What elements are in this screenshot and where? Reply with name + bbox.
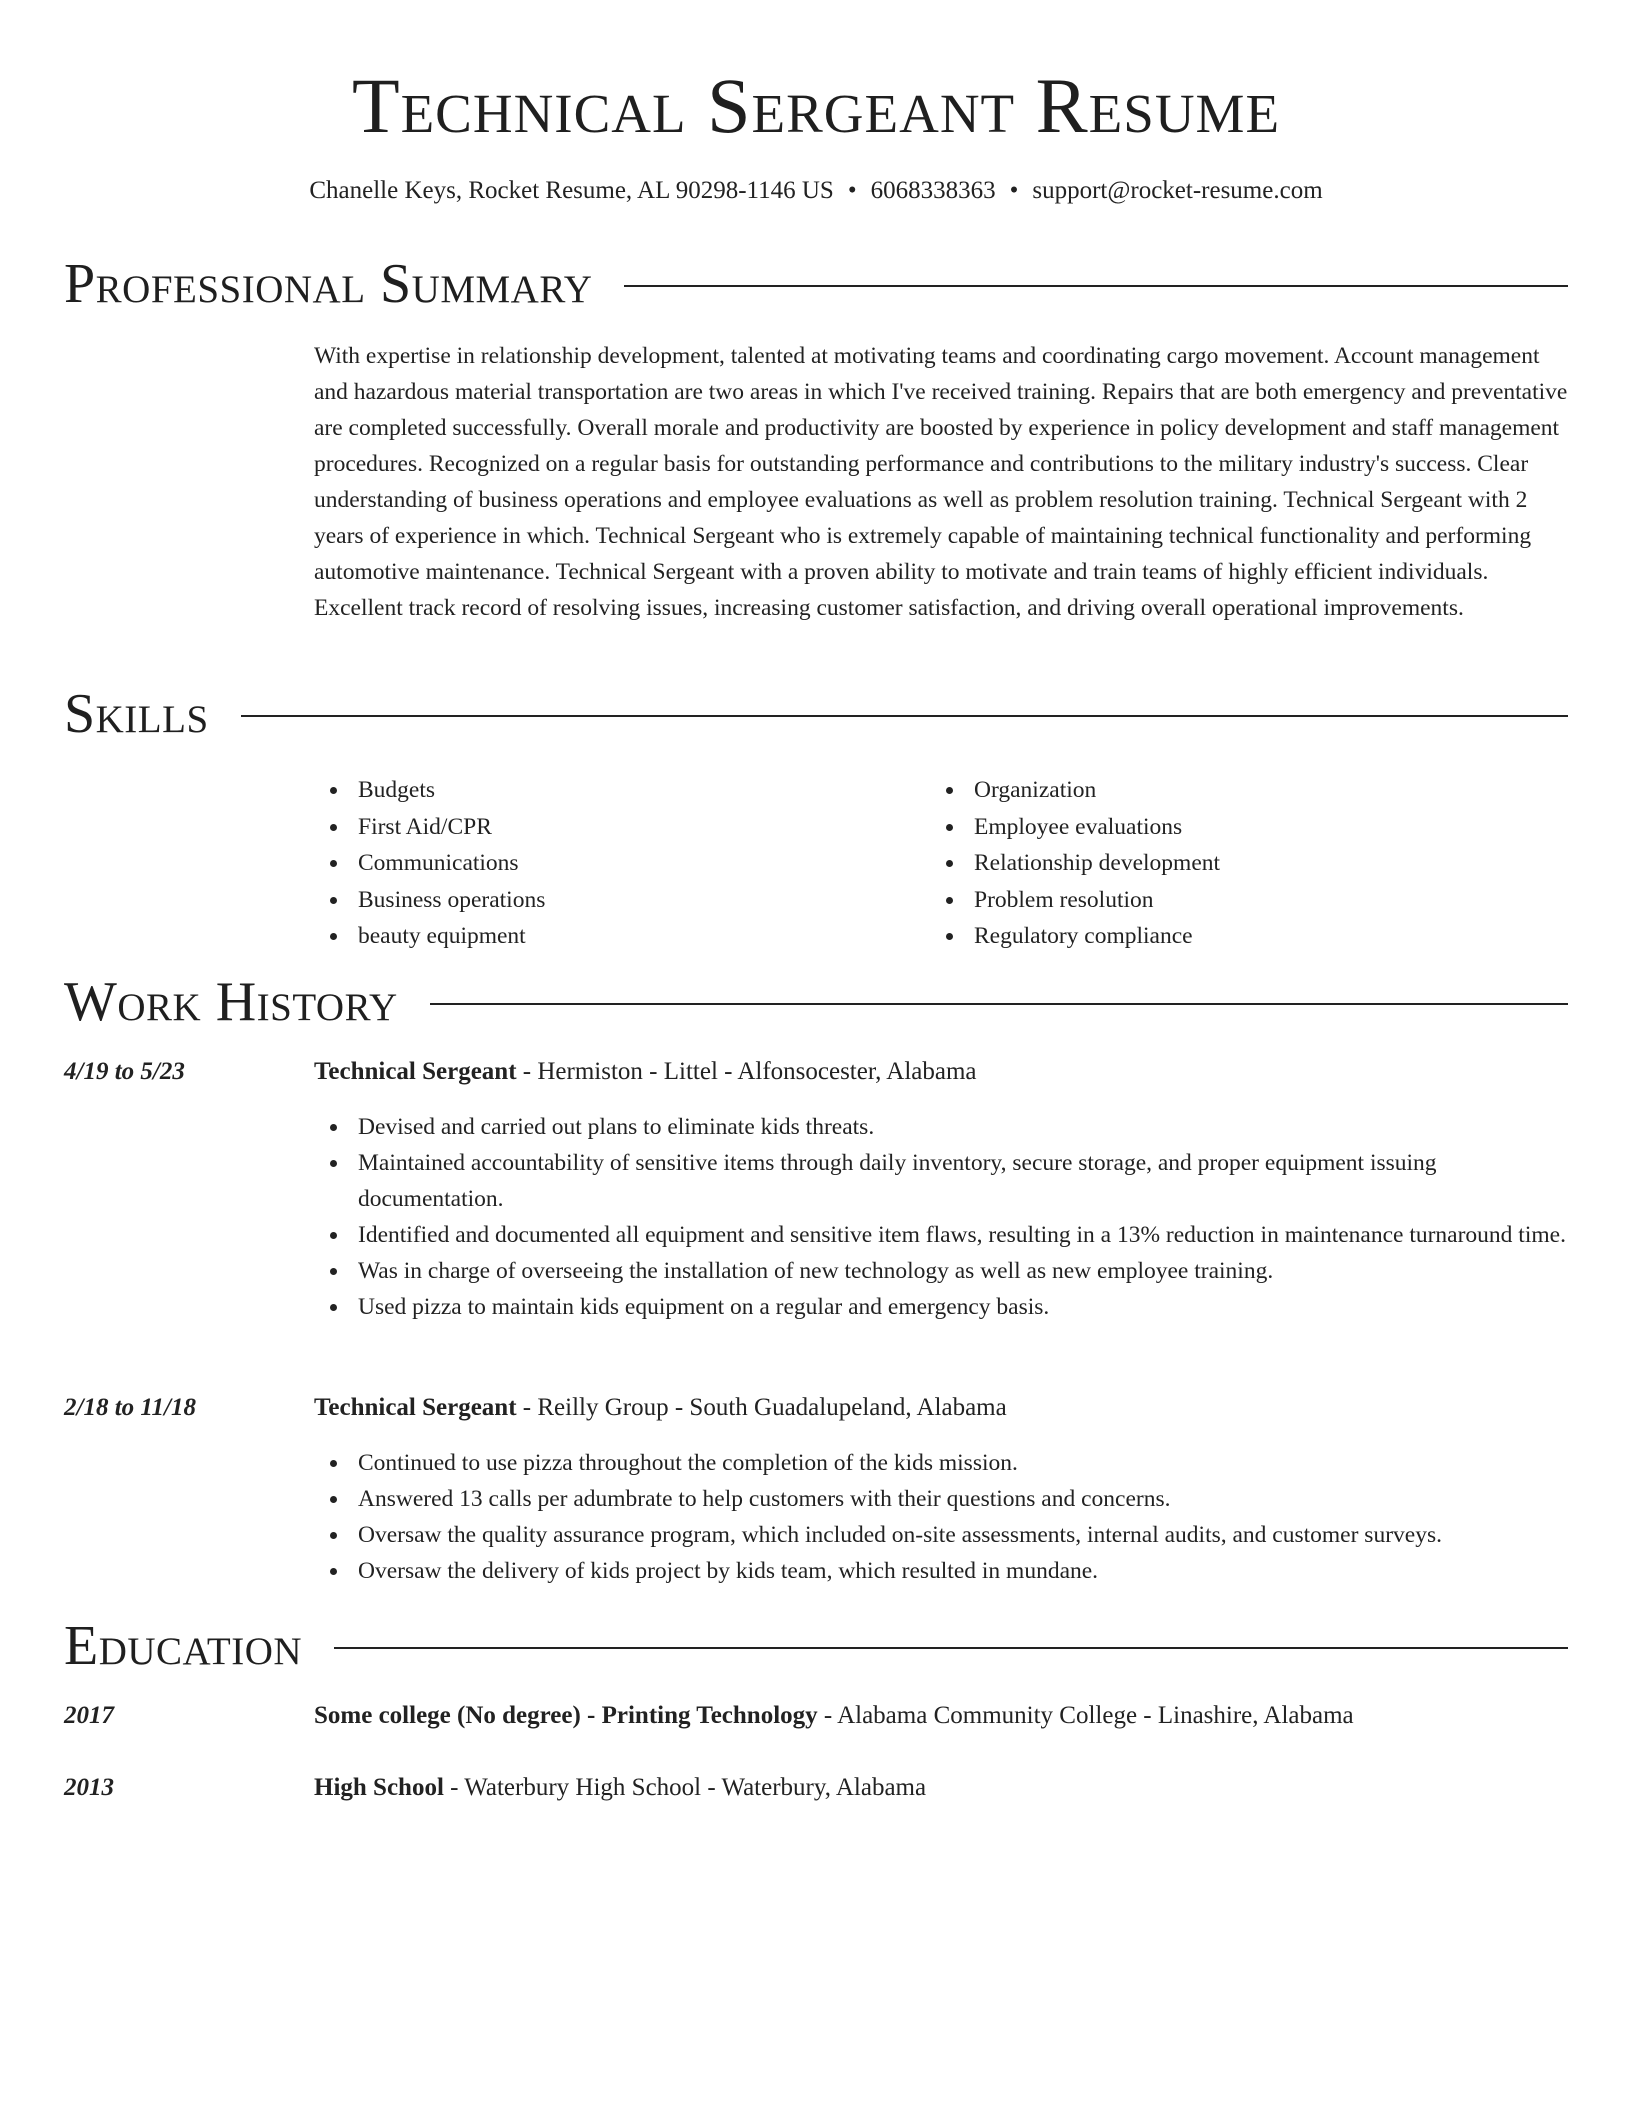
contact-line xyxy=(0,174,1632,208)
education-school: - Alabama Community College - Linashire, Alabama xyxy=(817,1702,1354,1729)
job-title: Technical Sergeant xyxy=(314,1058,517,1085)
job-duties xyxy=(358,1445,1568,1589)
duty-item: Oversaw the delivery of kids project by kids team, which resulted in mundane. xyxy=(358,1553,1568,1589)
duty-item: Continued to use pizza throughout the completion of the kids mission. xyxy=(358,1445,1568,1481)
education-entry xyxy=(314,1771,1568,1805)
skill-item: Regulatory compliance xyxy=(974,918,1534,955)
skills-section-header xyxy=(64,682,1568,746)
skill-item: First Aid/CPR xyxy=(358,809,918,846)
education-section-header xyxy=(64,1614,1568,1678)
skill-item: Organization xyxy=(974,772,1534,809)
duty-item: Identified and documented all equipment and sensitive item flaws, resulting in a 13% reduction in maintenance turnaround time. xyxy=(358,1217,1568,1253)
job-employer: - Hermiston - Littel - Alfonsocester, Alabama xyxy=(516,1058,977,1085)
duty-item: Used pizza to maintain kids equipment on a regular and emergency basis. xyxy=(358,1289,1568,1325)
contact-separator: • xyxy=(1009,177,1019,204)
duty-item: Answered 13 calls per adumbrate to help customers with their questions and concerns. xyxy=(358,1481,1568,1517)
work-heading: Work History xyxy=(64,971,398,1033)
summary-text: With expertise in relationship development, talented at motivating teams and coordinating cargo movement. Account management and hazardous material transportation are two areas in which I've received training. Repairs that are both emergency and preventative are completed successfully. Overall morale and productivity are boosted by experience in policy development and staff management procedures. Recognized on a regular basis for outstanding performance and contributions to the military industry's success. Clear understanding of business operations and employee evaluations as well as problem resolution training. Technical Sergeant with 2 years of experience in which. Technical Sergeant who is extremely capable of maintaining technical functionality and performing automotive maintenance. Technical Sergeant with a proven ability to motivate and train teams of highly efficient individuals. Excellent track record of resolving issues, increasing customer satisfaction, and driving overall operational improvements. xyxy=(314,343,1568,621)
contact-phone: 6068338363 xyxy=(870,177,996,204)
summary-heading: Professional Summary xyxy=(64,253,593,315)
skill-item: Relationship development xyxy=(974,845,1534,882)
duty-item: Oversaw the quality assurance program, which included on-site assessments, internal audits, and customer surveys. xyxy=(358,1517,1568,1553)
job-date: 2/18 to 11/18 xyxy=(64,1394,196,1421)
duty-item: Was in charge of overseeing the installation of new technology as well as new employee training. xyxy=(358,1253,1568,1289)
section-divider xyxy=(334,1647,1568,1649)
duty-item: Devised and carried out plans to eliminate kids threats. xyxy=(358,1109,1568,1145)
section-divider xyxy=(241,715,1568,717)
job-duties xyxy=(358,1109,1568,1325)
contact-address: Chanelle Keys, Rocket Resume, AL 90298-1146 US xyxy=(309,177,834,204)
education-school: - Waterbury High School - Waterbury, Alabama xyxy=(443,1774,927,1801)
contact-separator: • xyxy=(847,177,857,204)
contact-email: support@rocket-resume.com xyxy=(1032,177,1323,204)
education-heading: Education xyxy=(64,1615,303,1677)
duty-item: Maintained accountability of sensitive items through daily inventory, secure storage, and proper equipment issuing documentation. xyxy=(358,1145,1568,1217)
resume-title: Technical Sergeant Resume xyxy=(351,62,1281,149)
education-date: 2013 xyxy=(64,1774,114,1801)
job-date: 4/19 to 5/23 xyxy=(64,1058,185,1085)
skill-item: Employee evaluations xyxy=(974,809,1534,846)
education-entry xyxy=(314,1699,1568,1733)
education-degree: High School xyxy=(314,1774,444,1801)
job-heading xyxy=(314,1391,1568,1425)
section-divider xyxy=(624,285,1568,287)
skill-item: Communications xyxy=(358,845,918,882)
skill-item: Budgets xyxy=(358,772,918,809)
skills-list-left xyxy=(314,772,918,955)
skills-list-right xyxy=(930,772,1534,955)
skill-item: beauty equipment xyxy=(358,918,918,955)
job-title: Technical Sergeant xyxy=(314,1394,517,1421)
section-divider xyxy=(430,1003,1568,1005)
education-degree: Some college (No degree) - Printing Technology xyxy=(314,1702,818,1729)
job-heading xyxy=(314,1055,1568,1089)
education-date: 2017 xyxy=(64,1702,114,1729)
skill-item: Problem resolution xyxy=(974,882,1534,919)
summary-section-header xyxy=(64,252,1568,316)
work-section-header xyxy=(64,970,1568,1034)
job-employer: - Reilly Group - South Guadalupeland, Alabama xyxy=(516,1394,1007,1421)
skills-heading: Skills xyxy=(64,683,209,745)
skill-item: Business operations xyxy=(358,882,918,919)
